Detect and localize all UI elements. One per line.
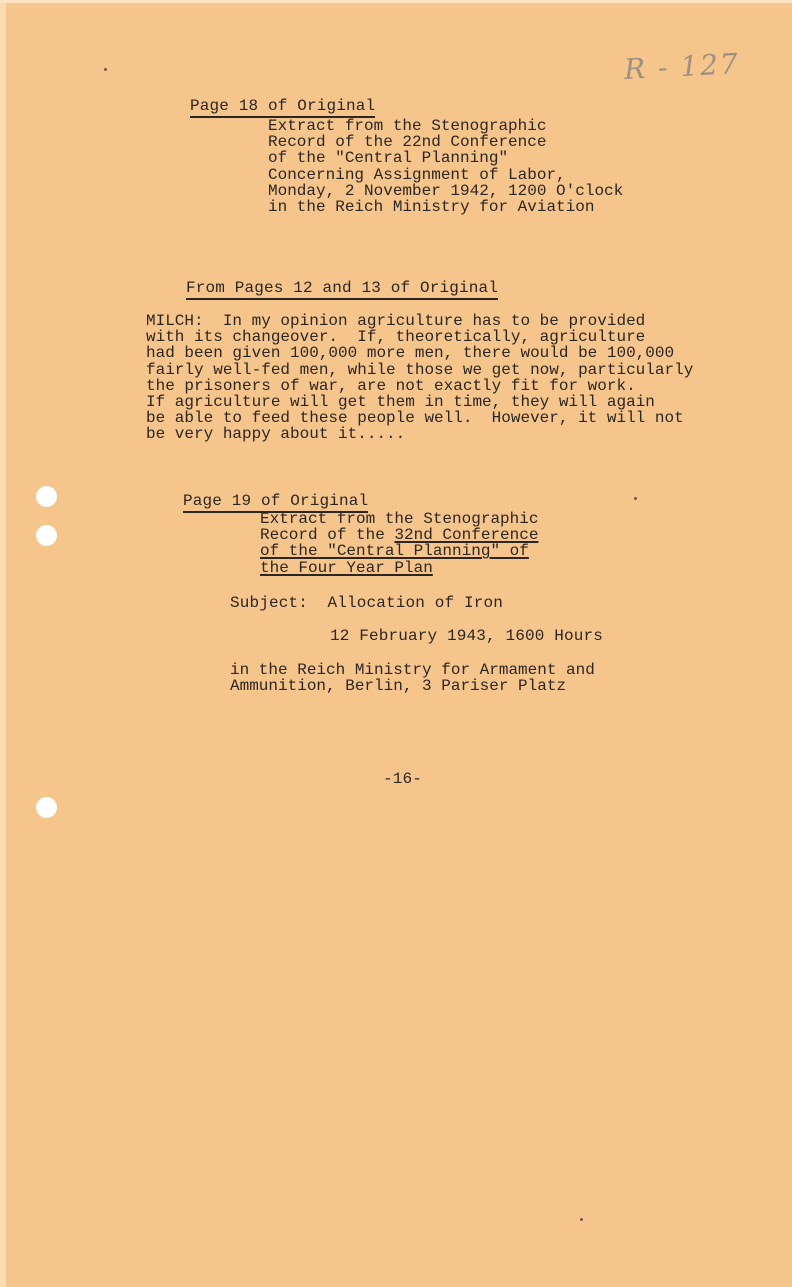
first-heading-line: Monday, 2 November 1942, 1200 O'clock	[268, 181, 624, 200]
paper-speck	[580, 1218, 583, 1221]
first-heading-line: Concerning Assignment of Labor,	[268, 165, 566, 184]
first-heading-line: in the Reich Ministry for Aviation	[268, 198, 595, 217]
page-number: -16-	[383, 770, 423, 788]
milch-statement	[146, 313, 693, 443]
subject-value: Allocation of Iron	[327, 594, 504, 612]
first-heading-line: Extract from the Stenographic	[268, 117, 547, 135]
paper-edge	[0, 0, 6, 1287]
statement-line: the prisoners of war, are not exactly fit for work.	[146, 376, 636, 395]
statement-line: In my opinion agriculture has to be provided	[222, 312, 646, 330]
punch-hole	[36, 525, 57, 546]
paper-speck	[634, 497, 637, 500]
subject-line	[230, 595, 503, 611]
statement-line: had been given 100,000 more men, there would be 100,000	[146, 344, 675, 363]
subject-label: Subject:	[230, 594, 309, 612]
pages-reference: From Pages 12 and 13 of Original	[186, 279, 498, 300]
first-extract-heading	[268, 118, 623, 215]
meeting-date-time: 12 February 1943, 1600 Hours	[330, 627, 604, 645]
statement-line: be very happy about it.....	[146, 425, 406, 444]
first-heading-line: Record of the 22nd Conference	[268, 133, 547, 152]
location-line: Ammunition, Berlin, 3 Pariser Platz	[230, 677, 567, 696]
second-heading-line: Extract from the Stenographic	[260, 510, 539, 528]
first-heading-line: of the "Central Planning"	[268, 149, 509, 168]
meeting-location	[230, 662, 595, 694]
second-source-ref: Page 19 of Original	[183, 492, 368, 513]
second-heading-line: the Four Year Plan	[260, 558, 433, 577]
paper-edge-top	[0, 0, 792, 3]
statement-line: fairly well-fed men, while those we get now, particularly	[146, 360, 694, 379]
second-heading-line: Record of the	[260, 526, 395, 545]
conference-number: 32nd Conference	[394, 526, 539, 545]
statement-line: If agriculture will get them in time, they will again	[146, 393, 655, 412]
location-line: in the Reich Ministry for Armament and	[230, 661, 595, 679]
handwritten-annotation: R - 127	[623, 46, 741, 87]
second-heading-line: of the "Central Planning" of	[260, 542, 529, 561]
punch-hole	[36, 486, 57, 507]
statement-line: with its changeover. If, theoretically, agriculture	[146, 328, 646, 347]
first-source-ref: Page 18 of Original	[190, 97, 375, 118]
paper-speck	[104, 68, 107, 71]
speaker-label: MILCH:	[146, 312, 204, 330]
statement-line: be able to feed these people well. However, it will not	[146, 409, 684, 428]
punch-hole	[36, 797, 57, 818]
second-extract-heading	[260, 511, 538, 576]
